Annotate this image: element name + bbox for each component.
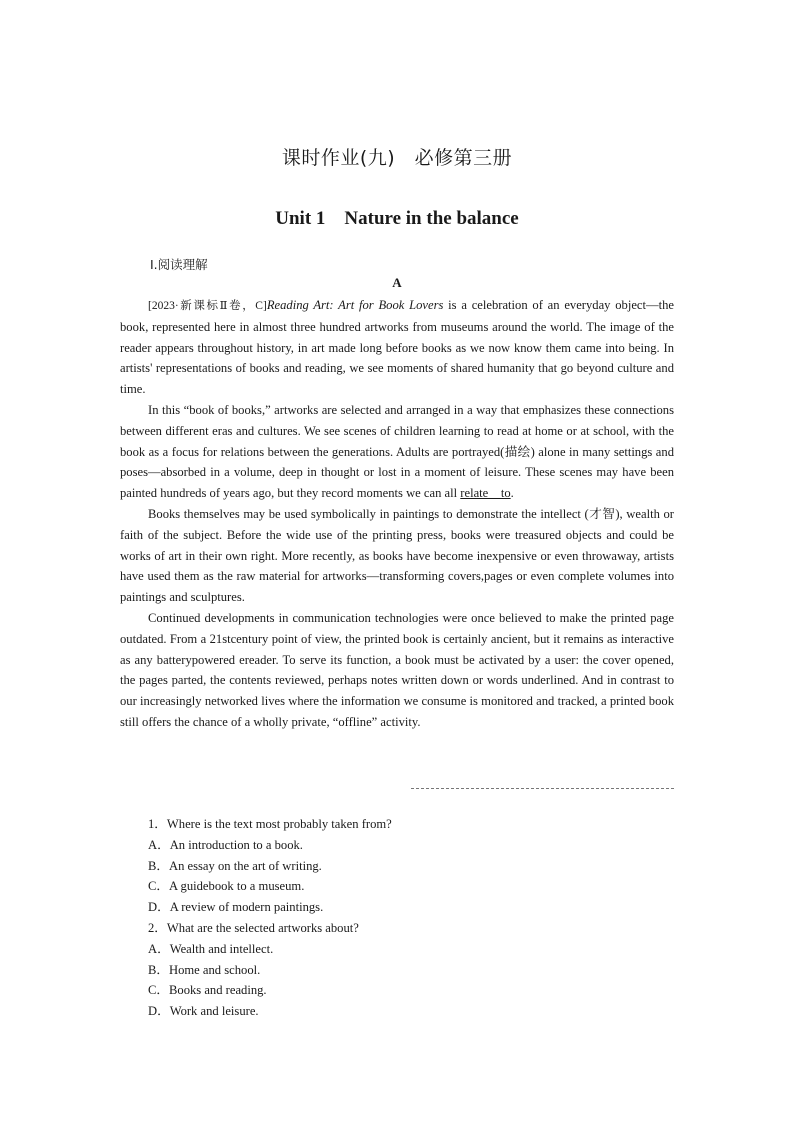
question-option: A．Wealth and intellect. — [148, 941, 274, 956]
section-label: Ⅰ.阅读理解 — [150, 257, 208, 272]
reading-passage — [120, 295, 674, 733]
question-option: B．An essay on the art of writing. — [148, 858, 322, 873]
paragraph-2-end: . — [510, 486, 514, 501]
paragraph-1-text: is a celebration of an everyday object—the book, represented here in almost three hundred artworks from museums around the world. The image of the reader appears throughout history, in art made long before books as we now know them came into being. In artists' representations of books and reading, we see moments of shared humanity that go beyond culture and time. — [120, 298, 674, 397]
question-option: D．A review of modern paintings. — [148, 900, 324, 915]
question-option: B．Home and school. — [148, 962, 261, 977]
page-title: 课时作业(九) 必修第三册 — [281, 147, 513, 169]
paragraph-2-text: In this “book of books,” artworks are selected and arranged in a way that emphasizes these connections between different eras and cultures. We see scenes of children learning to read at home or at school, with the book as a focus for relations between the generations. Adults are portrayed(描绘) alone in many settings and poses—absorbed in a volume, deep in thought or lost in a moment of leisure. These scenes may have been painted hundreds of years ago, but they record moments we can all — [120, 402, 674, 501]
paragraph-1 — [120, 295, 674, 400]
question-option: D．Work and leisure. — [148, 1004, 259, 1019]
passage-letter: A — [392, 275, 402, 290]
question-option: C．A guidebook to a museum. — [148, 879, 305, 894]
book-title: Reading Art: Art for Book Lovers — [266, 298, 444, 312]
paragraph-3: Books themselves may be used symbolically in paintings to demonstrate the intellect (才智), wealth or faith of the subject. Before the wide use of the printing press, books were treasured objects and could be works of art in their own right. More recently, as books have become inexpensive or even throwaway, artists have used them as the raw material for artworks—transforming covers,pages or even complete volumes into paintings and sculptures. — [120, 506, 674, 605]
question-stem: 1．Where is the text most probably taken from? — [148, 817, 392, 831]
unit-title: Unit 1 Nature in the balance — [275, 208, 519, 229]
question-stem: 2．What are the selected artworks about? — [148, 920, 359, 935]
question-option: A．An introduction to a book. — [148, 837, 303, 852]
paragraph-2 — [120, 400, 674, 504]
underlined-phrase: relate to — [460, 486, 511, 501]
questions — [148, 814, 668, 1022]
paragraph-4: Continued developments in communication technologies were once believed to make the printed page outdated. From a 21stcentury point of view, the printed book is certainly ancient, but it remains as interactive as any batterypowered ereader. To serve its function, a book must be activated by a user: the cover opened, the pages parted, the contents reviewed, perhaps notes written down or words underlined. And in contrast to our increasingly networked lives where the information we consume is monitored and tracked, a printed book still offers the chance of a wholly private, “offline” activity. — [120, 610, 674, 729]
dashed-divider — [411, 788, 674, 789]
source-tag: [2023·新课标Ⅱ卷，C] — [148, 300, 267, 312]
question-option: C．Books and reading. — [148, 983, 267, 998]
